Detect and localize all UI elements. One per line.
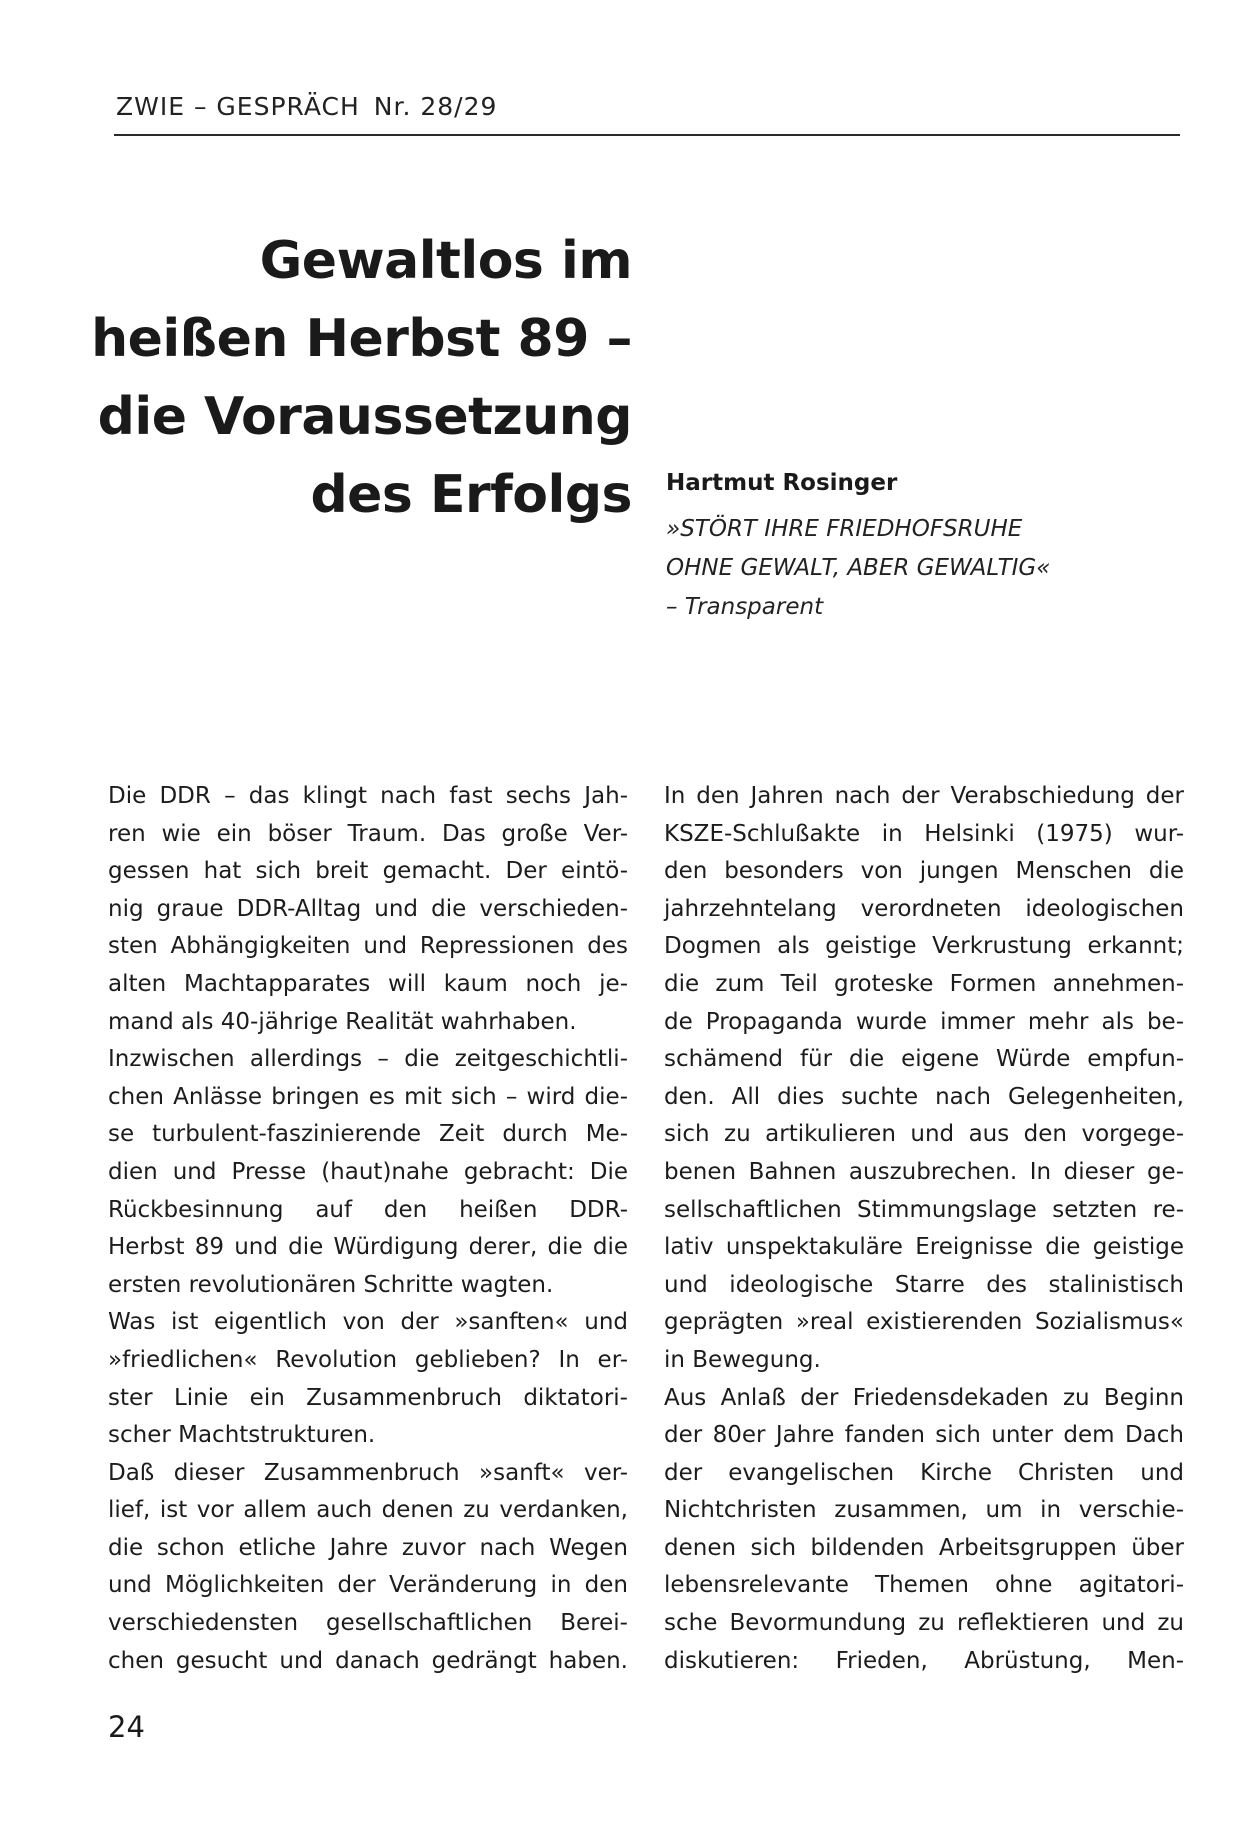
text-line: Aus Anlaß der Friedensdekaden zu Beginn: [664, 1384, 1184, 1411]
text-line: und Möglichkeiten der Veränderung in den: [108, 1572, 628, 1599]
text-line: mand als 40-jährige Realität wahrhaben.: [108, 1008, 577, 1035]
text-line: chen gesucht und danach gedrängt haben.: [108, 1647, 628, 1674]
epigraph-line: OHNE GEWALT, ABER GEWALTIG«: [666, 555, 1051, 581]
right-text-column: [664, 778, 1184, 1680]
text-line: de Propaganda wurde immer mehr als be-: [664, 1008, 1184, 1035]
header-rule: [114, 134, 1180, 136]
text-line: Daß dieser Zusammenbruch »sanft« ver-: [108, 1459, 628, 1486]
text-line: benen Bahnen auszubrechen. In dieser ge-: [664, 1158, 1184, 1185]
text-line: Dogmen als geistige Verkrustung erkannt;: [664, 933, 1184, 960]
text-line: Die DDR – das klingt nach fast sechs Jah-: [108, 783, 628, 809]
text-line: sten Abhängigkeiten und Repressionen des: [108, 933, 628, 960]
text-line: die zum Teil groteske Formen annehmen-: [664, 970, 1184, 997]
text-line: den. All dies suchte nach Gelegenheiten,: [664, 1083, 1184, 1110]
running-head: [116, 92, 497, 121]
text-line: Rückbesinnung auf den heißen DDR-: [108, 1196, 628, 1223]
text-line: »friedlichen« Revolution geblieben? In er-: [108, 1346, 628, 1373]
issue-number: Nr. 28/29: [373, 92, 498, 121]
text-line: lativ unspektakuläre Ereignisse die geistige: [664, 1234, 1184, 1261]
text-line: sich zu artikulieren und aus den vorgege-: [664, 1121, 1184, 1148]
author-name: Hartmut Rosinger: [666, 470, 898, 496]
page-number: 24: [108, 1710, 145, 1744]
epigraph-line: »STÖRT IHRE FRIEDHOFSRUHE: [666, 516, 1023, 542]
text-line: se turbulent-faszinierende Zeit durch Me-: [108, 1121, 628, 1148]
text-line: alten Machtapparates will kaum noch je-: [108, 970, 628, 997]
text-line: Nichtchristen zusammen, um in verschie-: [664, 1497, 1184, 1524]
text-line: verschiedensten gesellschaftlichen Berei-: [108, 1610, 628, 1637]
text-line: Was ist eigentlich von der »sanften« und: [108, 1309, 628, 1336]
left-text-column: [108, 778, 628, 1680]
article-title: [72, 222, 632, 534]
text-line: die schon etliche Jahre zuvor nach Wegen: [108, 1534, 628, 1561]
text-line: geprägten »real existierenden Sozialismus«: [664, 1309, 1184, 1336]
title-line: des Erfolgs: [310, 465, 632, 525]
text-line: schämend für die eigene Würde empfun-: [664, 1046, 1184, 1073]
text-line: In den Jahren nach der Verabschiedung der: [664, 783, 1184, 809]
text-line: jahrzehntelang verordneten ideologischen: [664, 895, 1184, 922]
text-line: diskutieren: Frieden, Abrüstung, Men-: [664, 1647, 1184, 1674]
text-line: chen Anlässe bringen es mit sich – wird die-: [108, 1083, 628, 1110]
text-line: lebensrelevante Themen ohne agitatori-: [664, 1572, 1184, 1599]
text-line: in Bewegung.: [664, 1346, 821, 1373]
text-line: Herbst 89 und die Würdigung derer, die die: [108, 1234, 628, 1261]
text-line: gessen hat sich breit gemacht. Der eintö-: [108, 858, 628, 885]
journal-name: ZWIE – GESPRÄCH: [116, 92, 360, 121]
text-line: der evangelischen Kirche Christen und: [664, 1459, 1184, 1486]
title-line: heißen Herbst 89 –: [91, 309, 632, 369]
text-line: ersten revolutionären Schritte wagten.: [108, 1271, 554, 1298]
text-line: Inzwischen allerdings – die zeitgeschichtli-: [108, 1046, 628, 1073]
text-line: ster Linie ein Zusammenbruch diktatori-: [108, 1384, 628, 1411]
text-line: scher Machtstrukturen.: [108, 1422, 376, 1449]
title-line: Gewaltlos im: [259, 231, 632, 291]
text-line: der 80er Jahre fanden sich unter dem Dach: [664, 1422, 1184, 1449]
text-line: nig graue DDR-Alltag und die verschieden-: [108, 895, 628, 922]
text-line: denen sich bildenden Arbeitsgruppen über: [664, 1534, 1184, 1561]
text-line: sellschaftlichen Stimmungslage setzten re-: [664, 1196, 1184, 1223]
title-line: die Voraussetzung: [97, 387, 632, 447]
text-line: lief, ist vor allem auch denen zu verdanken,: [108, 1497, 628, 1524]
text-line: den besonders von jungen Menschen die: [664, 858, 1184, 885]
text-line: KSZE-Schlußakte in Helsinki (1975) wur-: [664, 820, 1184, 847]
text-line: dien und Presse (haut)nahe gebracht: Die: [108, 1158, 628, 1185]
text-line: und ideologische Starre des stalinistisch: [664, 1271, 1184, 1298]
epigraph-line: – Transparent: [666, 594, 824, 620]
text-line: sche Bevormundung zu reflektieren und zu: [664, 1610, 1184, 1637]
epigraph: [666, 510, 1050, 627]
text-line: ren wie ein böser Traum. Das große Ver-: [108, 820, 628, 847]
